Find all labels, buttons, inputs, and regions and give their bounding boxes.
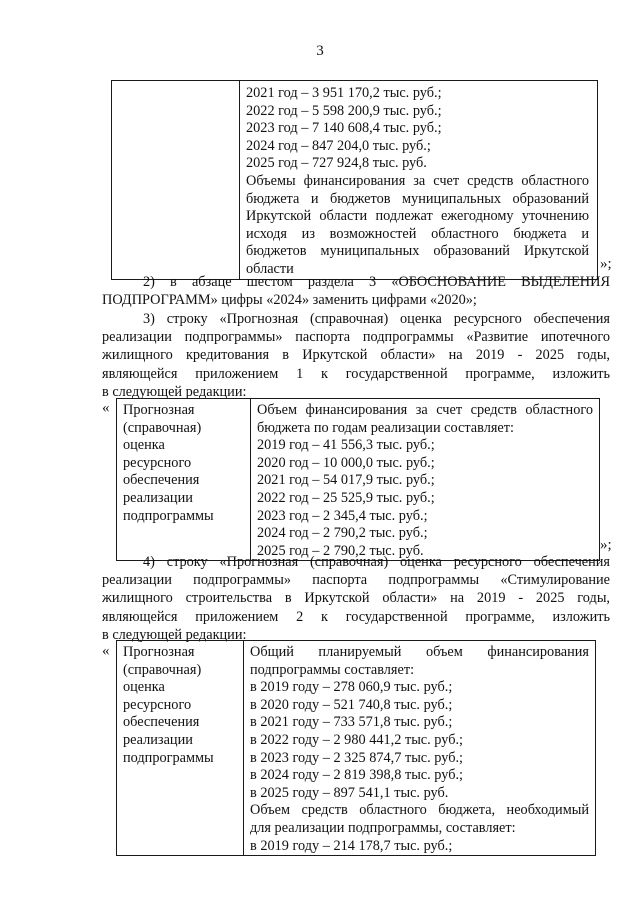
- table2-right-line: бюджета по годам реализации составляет:: [257, 419, 514, 436]
- paragraph-line: реализации подпрограммы» паспорта подпрограммы «Развитие ипотечного: [102, 329, 610, 346]
- paragraph-line: 4) строку «Прогнозная (справочная) оценка ресурсного обеспечения: [143, 554, 610, 570]
- table1-line: 2021 год – 3 951 170,2 тыс. руб.;: [246, 85, 442, 101]
- table2-right-line: 2020 год – 10 000,0 тыс. руб.;: [257, 454, 435, 471]
- table1-line: исходя из возможностей областного бюджета и: [246, 225, 589, 242]
- table1-line: 2024 год – 847 204,0 тыс. руб.;: [246, 137, 431, 154]
- table3-open-quote: «: [102, 643, 110, 659]
- financing-table-continuation: [111, 80, 598, 280]
- table2-close-quote: »;: [600, 537, 612, 553]
- table2-left-line: обеспечения: [123, 472, 200, 489]
- table3-left-line: Прогнозная: [123, 644, 195, 660]
- table3-right-line: в 2023 году – 2 325 874,7 тыс. руб.;: [250, 749, 464, 766]
- table1-line: 2023 год – 7 140 608,4 тыс. руб.;: [246, 120, 442, 137]
- table3-right-line: подпрограммы составляет:: [250, 661, 415, 678]
- table3-left-line: реализации: [123, 731, 193, 748]
- table1-line: Объемы финансирования за счет средств областного: [246, 172, 589, 189]
- table3-left-line: подпрограммы: [123, 749, 214, 766]
- page-number: 3: [316, 43, 324, 59]
- table2-left-line: ресурсного: [123, 454, 192, 471]
- table2-right-line: 2024 год – 2 790,2 тыс. руб.;: [257, 525, 428, 542]
- table2-left-line: (справочная): [123, 419, 202, 436]
- table2-right-line: 2019 год – 41 556,3 тыс. руб.;: [257, 437, 435, 454]
- table1-line: бюджетов муниципальных образований Иркутской: [246, 243, 589, 260]
- table3-right-line: в 2021 году – 733 571,8 тыс. руб.;: [250, 714, 453, 731]
- paragraph-line: являющейся приложением 2 к государственной программе, изложить: [102, 608, 610, 625]
- table1-line: Иркутской области подлежат ежегодному уточнению: [246, 208, 589, 225]
- table2-open-quote: «: [102, 400, 110, 416]
- table1-line: области: [246, 260, 294, 277]
- table2-right-line: 2021 год – 54 017,9 тыс. руб.;: [257, 472, 435, 489]
- table3-right-line: Общий планируемый объем финансирования: [250, 644, 589, 660]
- forecast-resources-table-2: [116, 640, 596, 856]
- table3-right-line: Объем средств областного бюджета, необходимый: [250, 802, 589, 819]
- paragraph-line: 3) строку «Прогнозная (справочная) оценка ресурсного обеспечения: [143, 311, 610, 327]
- paragraph-4: [102, 553, 610, 644]
- paragraph-2: [102, 273, 610, 309]
- paragraph-line: жилищного строительства в Иркутской области» на 2019 - 2025 годы,: [102, 590, 610, 607]
- table1-left-cell: [112, 81, 240, 280]
- paragraph-line: реализации подпрограммы» паспорта подпрограммы «Стимулирование: [102, 572, 610, 589]
- table3-left-line: оценка: [123, 679, 165, 696]
- table1-right-cell: [240, 81, 598, 280]
- table3-right-line: в 2020 году – 521 740,8 тыс. руб.;: [250, 696, 453, 713]
- table3-right-line: в 2019 году – 278 060,9 тыс. руб.;: [250, 679, 453, 696]
- table2-right-line: Объем финансирования за счет средств областного: [257, 402, 593, 418]
- table1-close-quote: »;: [600, 256, 612, 272]
- table2-right-line: 2025 год – 2 790,2 тыс. руб.: [257, 542, 424, 559]
- table1-line: бюджета и бюджетов муниципальных образований: [246, 190, 589, 207]
- table2-right-line: 2023 год – 2 345,4 тыс. руб.;: [257, 507, 428, 524]
- table3-right-cell: [244, 641, 596, 856]
- table3-left-cell: [117, 641, 244, 856]
- table2-left-line: подпрограммы: [123, 507, 214, 524]
- table2-left-cell: [117, 399, 251, 561]
- table3-left-line: ресурсного: [123, 696, 192, 713]
- paragraph-line: жилищного кредитования в Иркутской области» на 2019 - 2025 годы,: [102, 347, 610, 364]
- paragraph-line: ПОДПРОГРАММ» цифры «2024» заменить цифрами «2020»;: [102, 292, 477, 309]
- table3-right-line: в 2022 году – 2 980 441,2 тыс. руб.;: [250, 731, 464, 748]
- table2-right-line: 2022 год – 25 525,9 тыс. руб.;: [257, 489, 435, 506]
- paragraph-line: в следующей редакции:: [102, 383, 247, 400]
- table1-line: 2025 год – 727 924,8 тыс. руб.: [246, 155, 427, 172]
- paragraph-3: [102, 310, 610, 401]
- forecast-resources-table-1: [116, 398, 600, 561]
- table3-right-line: в 2025 году – 897 541,1 тыс. руб.: [250, 784, 449, 801]
- table1-line: 2022 год – 5 598 200,9 тыс. руб.;: [246, 102, 442, 119]
- table3-left-line: обеспечения: [123, 714, 200, 731]
- table3-left-line: (справочная): [123, 661, 202, 678]
- table2-right-cell: [251, 399, 600, 561]
- table3-right-line: для реализации подпрограммы, составляет:: [250, 819, 516, 836]
- table2-left-line: оценка: [123, 437, 165, 454]
- table2-left-line: реализации: [123, 489, 193, 506]
- paragraph-line: являющейся приложением 1 к государственной программе, изложить: [102, 365, 610, 382]
- table2-left-line: Прогнозная: [123, 402, 195, 418]
- paragraph-line: 2) в абзаце шестом раздела 3 «ОБОСНОВАНИЕ ВЫДЕЛЕНИЯ: [143, 274, 610, 290]
- paragraph-line: в следующей редакции:: [102, 626, 247, 643]
- table3-right-line: в 2019 году – 214 178,7 тыс. руб.;: [250, 837, 453, 854]
- table3-right-line: в 2024 году – 2 819 398,8 тыс. руб.;: [250, 767, 464, 784]
